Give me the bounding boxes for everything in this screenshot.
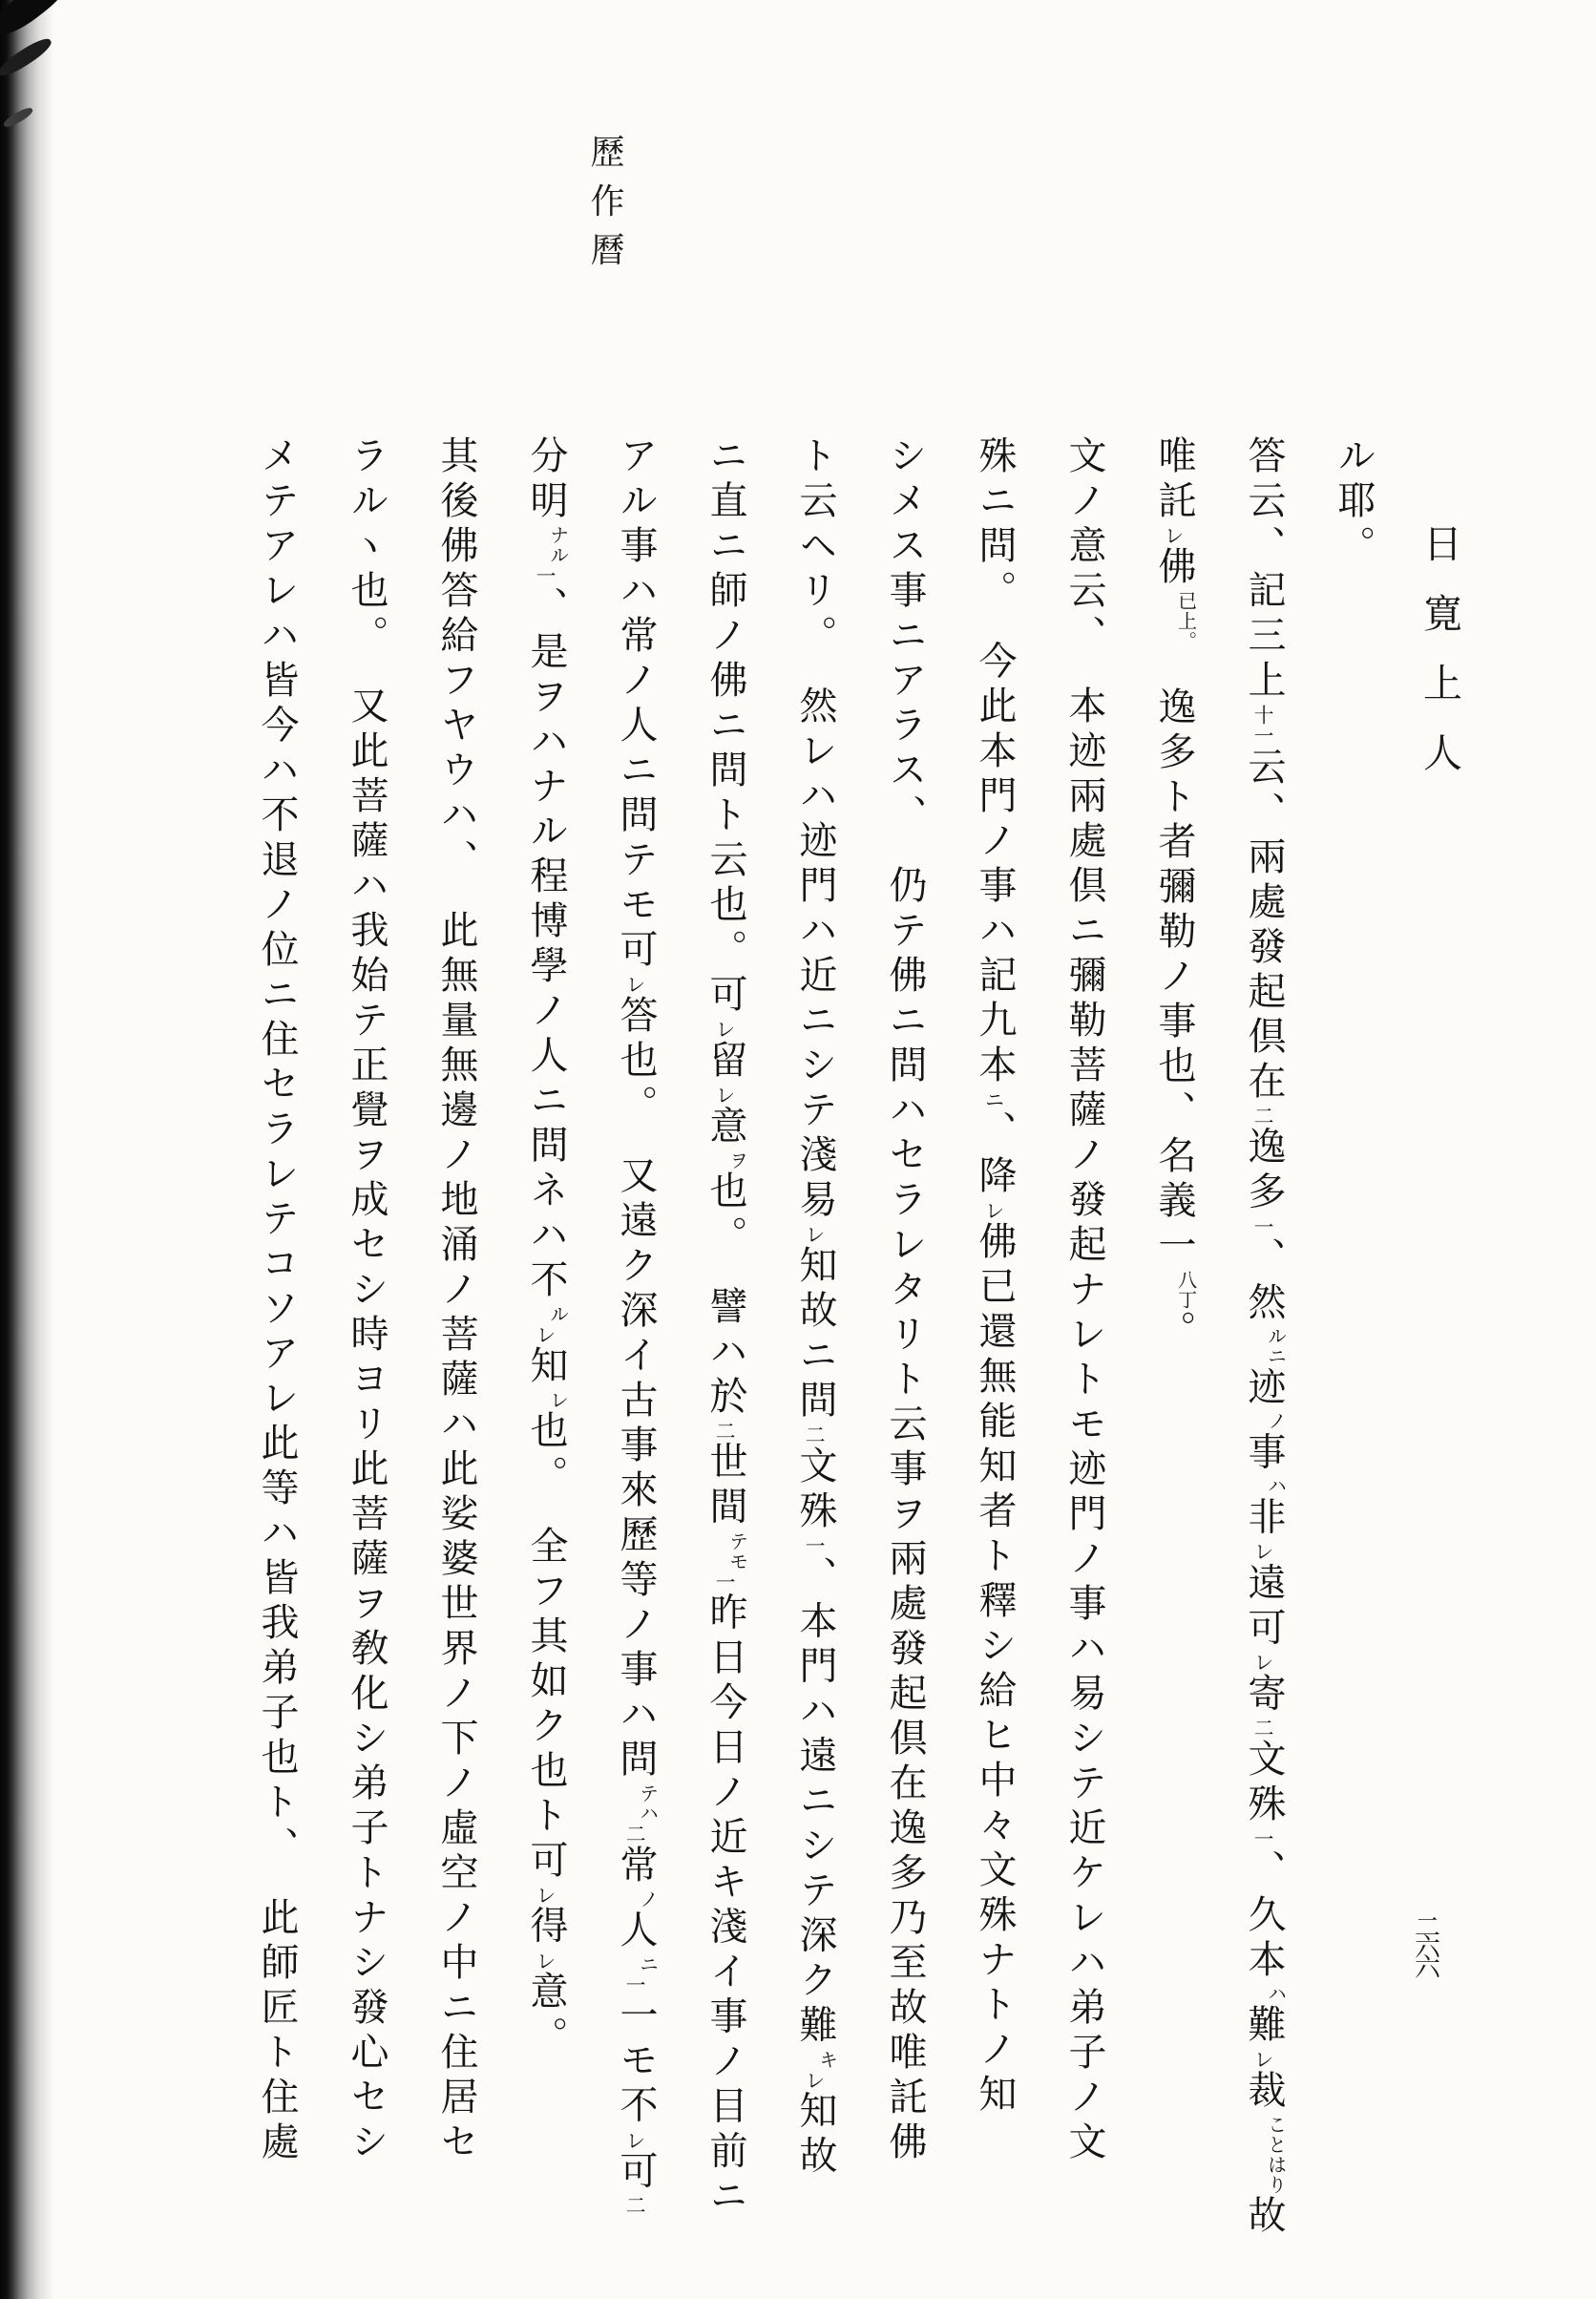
column-text: 可	[615, 2150, 658, 2196]
column-text: 事	[1243, 1431, 1286, 1477]
column-text: 逸多	[1243, 1126, 1286, 1216]
furigana: レ	[546, 1389, 568, 1410]
column-text: 迹	[1243, 1366, 1286, 1412]
kanbun-mark: レ	[622, 2129, 645, 2151]
furigana: ことはり	[1264, 2114, 1286, 2195]
column-text: 留	[704, 1039, 747, 1085]
column-text: 佛	[1153, 545, 1196, 591]
column-text: 世間	[704, 1441, 747, 1531]
column-text: 昨日今日ノ近キ淺イ事ノ目前ニ	[704, 1592, 747, 2221]
kanbun-mark: 二	[1250, 1718, 1273, 1739]
text-column	[346, 435, 388, 2166]
text-column	[704, 435, 747, 2221]
column-text: 知	[525, 1344, 568, 1390]
kanbun-mark: 二	[712, 1420, 735, 1442]
column-text: 也。 全フ其如ク也ト可	[525, 1409, 568, 1885]
text-column	[1063, 435, 1106, 2166]
furigana: キ	[815, 2049, 837, 2070]
column-text: 常	[615, 1844, 658, 1889]
column-text: 、久本	[1243, 1848, 1286, 1984]
column-text: 得	[525, 1905, 568, 1951]
text-column	[974, 435, 1017, 2119]
column-text: 文ノ意云、 本迹兩處倶ニ彌勒菩薩ノ發起ナレトモ迹門ノ事ハ易シテ近ケレハ弟子ノ文	[1063, 435, 1106, 2166]
column-text: ラルヽ也。 又此菩薩ハ我始テ正覺ヲ成セシ時ヨリ此菩薩ヲ敎化シ弟子トナシ發心セシ	[346, 435, 388, 2166]
body-text	[206, 435, 1376, 2240]
column-text: 答云、記三上	[1243, 435, 1286, 705]
furigana: ニ	[636, 1953, 658, 1974]
column-text: 裁	[1243, 2069, 1286, 2115]
column-text: 、是ヲハナル程博學ノ人ニ問ネハ不	[525, 585, 568, 1304]
column-text: 。	[1153, 1309, 1196, 1355]
column-text: 分明	[525, 435, 568, 525]
column-text: 、然	[1243, 1236, 1286, 1327]
kanbun-mark: 一	[533, 565, 556, 586]
column-text: 殊ニ問。 今此本門ノ事ハ記九本	[974, 435, 1017, 1089]
kanbun-mark: レ	[622, 974, 645, 995]
kanbun-mark: 一	[1250, 1215, 1273, 1237]
kanbun-mark: 一	[802, 1534, 825, 1556]
text-column	[525, 435, 568, 2087]
kanbun-mark: レ	[1161, 525, 1184, 546]
kanbun-mark: 一	[1250, 1827, 1273, 1849]
text-column	[794, 435, 837, 2181]
furigana: ナル	[546, 525, 568, 565]
page-header-title: 日寛上人	[1418, 523, 1461, 802]
text-column	[615, 435, 658, 2217]
text-column	[1333, 435, 1376, 2087]
text-column	[256, 435, 299, 2166]
kanbun-mark: レ	[533, 1323, 556, 1345]
kanbun-mark: レ	[802, 1224, 825, 1245]
furigana: テモ	[725, 1530, 747, 1571]
column-text: 遠可	[1243, 1562, 1286, 1653]
column-text: 其後佛答給フヤウハ、 此無量無邊ノ地涌ノ菩薩ハ此娑婆世界ノ下ノ虛空ノ中ニ住居セ	[435, 435, 478, 2166]
column-text: 非	[1243, 1496, 1286, 1542]
column-text: 云、兩處發起倶在	[1243, 746, 1286, 1106]
column-text: シメス事ニアラス、 仍テ佛ニ問ハセラレタリト云事ヲ兩處發起倶在逸多乃至故唯託佛	[884, 435, 927, 2166]
page-number: 二六六	[1411, 1913, 1439, 1974]
furigana: ルニ	[1264, 1326, 1286, 1367]
binding-gutter	[0, 0, 57, 2299]
column-text: ル耶。	[1333, 435, 1376, 570]
furigana: テハ	[636, 1782, 658, 1824]
furigana: ル	[546, 1303, 568, 1324]
column-text: 難	[1243, 2003, 1286, 2049]
kanbun-mark: レ	[1250, 2048, 1273, 2070]
furigana: ハ	[1264, 1476, 1286, 1497]
column-text: 知故	[794, 2090, 837, 2181]
kanbun-mark: 二	[622, 2195, 645, 2217]
column-text: 人	[615, 1909, 658, 1954]
column-text: 意	[704, 1105, 747, 1150]
column-text: 、降	[974, 1109, 1017, 1200]
margin-correction-note: 歷作曆	[586, 134, 624, 281]
column-text: 文殊	[1243, 1738, 1286, 1828]
column-text: 故	[1243, 2194, 1286, 2240]
kanbun-mark: 二	[1250, 1105, 1273, 1127]
furigana: 八丁	[1174, 1269, 1196, 1310]
text-column	[884, 435, 927, 2166]
kanbun-mark: 二	[802, 1424, 825, 1445]
column-text: 意。	[525, 1971, 568, 2061]
column-text: 知故ニ問	[794, 1244, 837, 1424]
kanbun-mark: レ	[533, 1950, 556, 1972]
column-text: 答也。 又遠ク深イ古事來歷等ノ事ハ問	[615, 994, 658, 1783]
furigana: ヲ	[725, 1150, 747, 1171]
furigana: ノ	[1264, 1411, 1286, 1432]
kanbun-mark: レ	[1250, 1541, 1273, 1563]
column-text: 也。 譬ハ於	[704, 1170, 747, 1421]
column-text: アル事ハ常ノ人ニ問テモ可	[615, 435, 658, 974]
furigana: 已上。	[1174, 590, 1196, 642]
kanbun-mark: レ	[712, 1084, 735, 1106]
column-text: 一モ不	[615, 1994, 658, 2130]
kanbun-mark: 十一	[1250, 705, 1273, 747]
kanbun-mark: 二	[622, 1823, 645, 1845]
kanbun-mark: レ	[533, 1884, 556, 1906]
furigana: ハ	[1264, 1983, 1286, 2004]
furigana: ノ	[636, 1888, 658, 1909]
kanbun-mark: レ	[802, 2069, 825, 2091]
column-text: 逸多ト者彌勒ノ事也、名義一	[1153, 641, 1196, 1270]
kanbun-mark: 一	[622, 1973, 645, 1995]
kanbun-mark: レ	[981, 1199, 1004, 1221]
kanbun-mark: ニ	[981, 1089, 1004, 1110]
text-column	[1153, 435, 1196, 2087]
text-column	[1243, 435, 1286, 2240]
kanbun-mark: 一	[712, 1571, 735, 1592]
column-text: 寄	[1243, 1673, 1286, 1719]
column-text: 文殊	[794, 1445, 837, 1535]
kanbun-mark: レ	[712, 1019, 735, 1040]
column-text: ト云ヘリ。 然レハ迹門ハ近ニシテ淺易	[794, 435, 837, 1224]
column-text: 佛已還無能知者ト釋シ給ヒ中々文殊ナトノ知	[974, 1220, 1017, 2119]
text-column	[435, 435, 478, 2166]
column-text: 、本門ハ遠ニシテ深ク難	[794, 1555, 837, 2050]
column-text: 唯託	[1153, 435, 1196, 525]
kanbun-mark: レ	[1250, 1652, 1273, 1674]
column-text: メテアレハ皆今ハ不退ノ位ニ住セラレテコソアレ此等ハ皆我弟子也ト、 此師匠ト住處	[256, 435, 299, 2166]
column-text: ニ直ニ師ノ佛ニ問ト云也。可	[704, 435, 747, 1019]
